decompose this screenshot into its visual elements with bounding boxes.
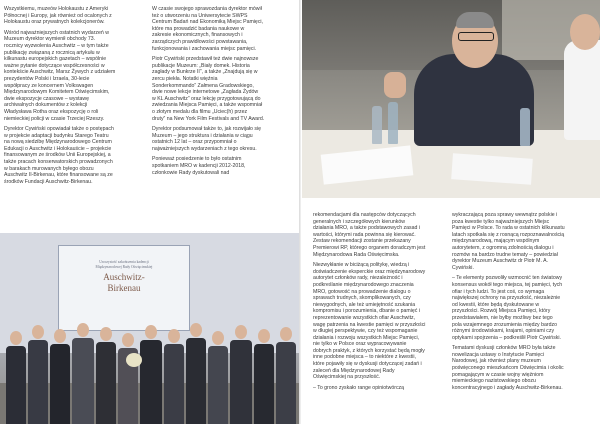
text-column-4: [452, 212, 592, 395]
paragraph: – To grono zyskało range opiniotwórczą: [313, 384, 405, 391]
paragraph: Wśród najważniejszych ostatnich wydarzeń w Muzeum dyrektor wymienił obchody 73. rocznicy wyzwolenia Auschwitz – w tym także publikację związaną z rocznicą artykułu w kilkunastu europejskich gazetach – wspólnie ważne pytanie dotyczące współczesności w kontekście Auschwitz, Marsz Żywych z udziałem prezydentów Polski i Izraela, 30-lecie współpracy ze koncernem Volkswagen Międzynarodowym Komitetem Oświęcimskim, dwie ekspozycje czasowe – wystawę archiwalnych dokumentów z kolekcji Władysława Rotha oraz ekspozycję o roli niemieckiej policji w czasie Trzeciej Rzeszy.: [4, 29, 116, 122]
paragraph: Dyrektor Cywiński opowiadał także o postępach w projekcie adaptacji budynku Starego Teatru na nową siedzibę Międzynarodowego Centrum Edukacji o Auschwitz i Holokauście – projekcie finansowanym ze środków Unii Europejskiej, a także pracach konserwatorskich prowadzonych w barakach murowanych byłego obozu Auschwitz II-Birkenau, które finansowane są ze środków Fundacji Auschwitz-Birkenau.: [4, 126, 114, 185]
paragraph: – Te elementy pozwoliły wzmocnić ten światowy konsensus wokół tego miejsca, tej pamięci, tych ofiar i tych ludzi. To jest coś, co wymaga największej ochrony na przyszłość, niezależnie od kwestii, które będą dyskutowane w przyszłości. Rozwój Miejsca Pamięci, który przedstawiałem, nie byłby możliwy bez tego pola wzajemnego zrozumienia między bardzo różnymi środowiskami, krajami, opiniami czy optykami spojrzenia – podkreślił Piotr Cywiński.: [452, 275, 563, 341]
screen-caption: Uroczystość zakończenia kadencji Międzynarodowej Rady Oświęcimskiej: [95, 260, 153, 269]
paragraph: wykraczającą poza sprawy wewnątrz polskie i poza kwestie tylko najważniejszych Miejsc Pamięci w Polsce. To rada w ostatnich kilkunastu latach spotkała się z rosnącą rozpoznawalnością międzynarodową, mającym wspólnym autorytetem, z ogromną zdolnością dialogu i rozmów na bardzo trudne tematy – powiedział dyrektor Muzeum Auschwitz dr Piotr M. A. Cywiński.: [452, 212, 565, 271]
text-column-2: [152, 6, 292, 180]
paragraph: rekomendacjami dla następców dotyczących generalnych i szczegółowych kierunków działania MRO, a także podstawowych zasad i wartości, którymi rada powinna się kierować. Zestaw rekomendacji zostanie przekazany Premierowi RP, którego organem doradczym jest Międzynarodowa Rada Oświęcimska.: [313, 212, 426, 258]
text-column-3: [313, 212, 445, 395]
paragraph: Piotr Cywiński przedstawił też dwie najnowsze publikacje Muzeum: „Biały domek. Historia zagłady w Bunkrze II”, a także „Znajdują się w zercu piekła. Notatki więźnia Sonderkommando” Załmena Gradowskiego, dwie nowe lekcje internetowe „Zagłada Żydów w KL Auschwitz” oraz lekcję przygotowującą do zwiedzania Miejsca Pamięci, a także wspomniał o złotym medalu dla filmu „Uciec(h) przez druty” na New York Film Festivals and TV Award.: [152, 56, 265, 122]
paragraph: Dyrektor podsumował także to, jak rozwijało się Muzeum – jego struktura i działania w ciągu ostatnich 12 lat – oraz przypomniał o najważniejszych wydarzeniach z tego okresu.: [152, 126, 261, 152]
meeting-photo: [302, 0, 600, 198]
paragraph: Wszystkiemu, muzeów Holokaustu z Ameryki Północnej i Europy, jak również od ocalonych z Holokaustu oraz prywatnych kolekcjonerów.: [4, 6, 112, 26]
page-fold: [299, 0, 301, 424]
paragraph: W czasie swojego sprawozdania dyrektor mówił też o utworzeniu na Uniwersytecie SWPS Centrum Badań nad Ekonomiką Miejsc Pamięci, które ma prowadzić badania naukowe w zakresie ekonomicznych, finansowych i zarządczych prawidłowości powstawania, funkcjonowania i zachowania miejsc pamięci.: [152, 6, 264, 52]
paragraph: Niezwykłanie w biciżącą politykę, wiedzą i doświadczenie eksperckie oraz międzynarodowy autorytet członków rady, niezależność i podkreślanie międzynarodowego znaczenia MRO, gotowość na prowadzenie dialogu o sprawach trudnych, skomplikowanych, czy niewygodnych, ale też umiejętność szukania kompromisu i porozumienia, dbanie o pamięć i reprezentowanie wszystkich ofiar Auschwitz, wagę patrzenia na kwestie pamięci w przyszłości w długiej perspektywie, czy też wspomaganie działania i rozwoju wszystkich Miejsc Pamięci, nie tylko w Polsce oraz wypracowywanie dobrych praktyk, z których korzystać będą mogły inne podobne miejsca – to niektóre z kwestii, które pojawiły się w dyskusji dotyczącej zadań i zaleceń dla Międzynarodowej Rady Oświęcimskiej na przyszłość.: [313, 262, 426, 381]
paragraph: Tematami dyskusji członków MRO była także nowelizacja ustawy o Instytucie Pamięci Narodowej, jak również plany muzeum poświęconego mieszkańcom Oświęcimia i okolic pomagającym w czasie wojny więźniom miemieckiego nazistowskiego obozu koncentracyjnego i zagłady Auschwitz-Birkenau.: [452, 345, 564, 391]
group-photo: [0, 233, 299, 424]
text-column-1: [4, 6, 144, 189]
paragraph: Ponieważ posiedzenie to było ostatnim spotkaniem MRO w kadencji 2012-2018, członkowie Rady dyskutowali nad: [152, 156, 246, 176]
projection-screen: [58, 245, 190, 331]
screen-title: Auschwitz- Birkenau: [103, 272, 145, 293]
